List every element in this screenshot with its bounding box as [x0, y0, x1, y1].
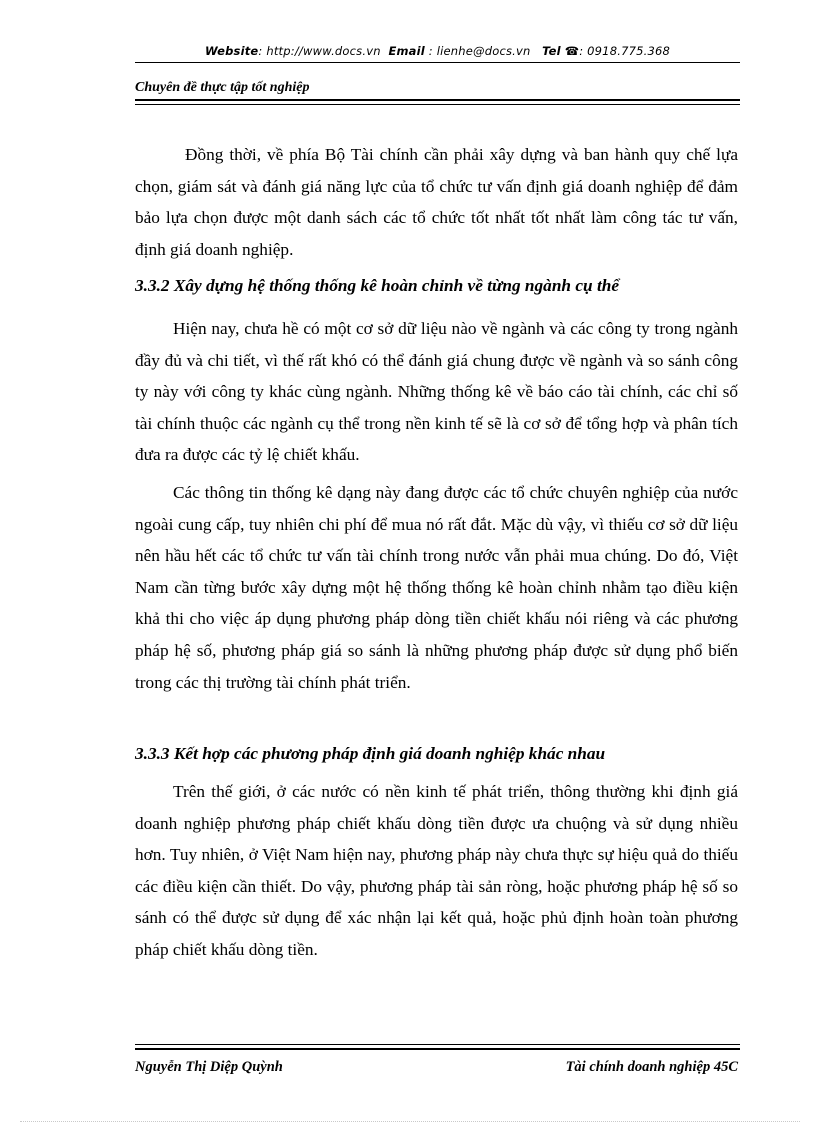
page-edge-divider: [20, 1121, 800, 1122]
banner-divider: [135, 62, 740, 63]
website-url: : http://www.docs.vn: [258, 44, 381, 58]
tel-label: Tel: [542, 44, 561, 58]
website-label: Website: [204, 44, 259, 58]
paragraph-statistics-system: [135, 477, 738, 698]
section-heading-3-3-3: 3.3.3 Kết hợp các phương pháp định giá doanh nghiệp khác nhau: [135, 744, 606, 763]
paragraph-combined-methods: [135, 776, 738, 966]
paragraph-text: Hiện nay, chưa hề có một cơ sở dữ liệu nào về ngành và các công ty trong ngành đầy đủ và chi tiết, vì thế rất khó có thể đánh giá chung được về ngành và so sánh công ty này với công ty khác cùng ngành. Những thống kê về báo cáo tài chính, các chỉ số tài chính thuộc các ngành cụ thể trong nền kinh tế sẽ là cơ sở để tổng hợp và phân tích đưa ra được các tỷ lệ chiết khấu.: [135, 319, 738, 465]
page-header-title: Chuyên đề thực tập tốt nghiệp: [135, 80, 310, 95]
header-divider: [135, 99, 740, 105]
footer-divider: [135, 1044, 740, 1050]
website-banner: [135, 44, 740, 58]
paragraph-text: Các thông tin thống kê dạng này đang được các tổ chức chuyên nghiệp của nước ngoài cung cấp, tuy nhiên chi phí để mua nó rất đắt. Mặc dù vậy, vì thiếu cơ sở dữ liệu nên hầu hết các tổ chức tư vấn tài chính trong nước vẫn phải mua chúng. Do đó, Việt Nam cần từng bước xây dựng một hệ thống thống kê hoàn chỉnh nhằm tạo điều kiện khả thi cho việc áp dụng phương pháp dòng tiền chiết khấu nói riêng và các phương pháp hệ số, phương pháp giá so sánh là những phương pháp được sử dụng phổ biến trong các thị trường tài chính phát triển.: [135, 483, 738, 692]
paragraph-industry-database: [135, 313, 738, 471]
footer-class: Tài chính doanh nghiệp 45C: [565, 1059, 738, 1075]
email-label: Email: [388, 44, 425, 58]
section-heading-3-3-2: 3.3.2 Xây dựng hệ thống thống kê hoàn chỉnh về từng ngành cụ thể: [135, 276, 620, 295]
email-address: : lienhe@docs.vn: [428, 44, 531, 58]
paragraph-ministry-regulation: Đồng thời, về phía Bộ Tài chính cần phải xây dựng và ban hành quy chế lựa chọn, giám sát và đánh giá năng lực của tổ chức tư vấn định giá doanh nghiệp để đảm bảo lựa chọn được một danh sách các tổ chức tốt nhất tốt nhất làm công tác tư vấn, định giá doanh nghiệp.: [135, 145, 738, 259]
paragraph-text: Trên thế giới, ở các nước có nền kinh tế phát triển, thông thường khi định giá doanh nghiệp phương pháp chiết khấu dòng tiền được ưa chuộng và sử dụng nhiều hơn. Tuy nhiên, ở Việt Nam hiện nay, phương pháp này chưa thực sự hiệu quả do thiếu các điều kiện cần thiết. Do vậy, phương pháp tài sản ròng, hoặc phương pháp hệ số so sánh có thể được sử dụng để xác nhận lại kết quả, hoặc phủ định hoàn toàn phương pháp chiết khấu dòng tiền.: [135, 782, 738, 959]
footer-author: Nguyễn Thị Diệp Quỳnh: [135, 1059, 283, 1075]
tel-number: : 0918.775.368: [579, 44, 671, 58]
phone-icon: ☎: [564, 44, 580, 58]
